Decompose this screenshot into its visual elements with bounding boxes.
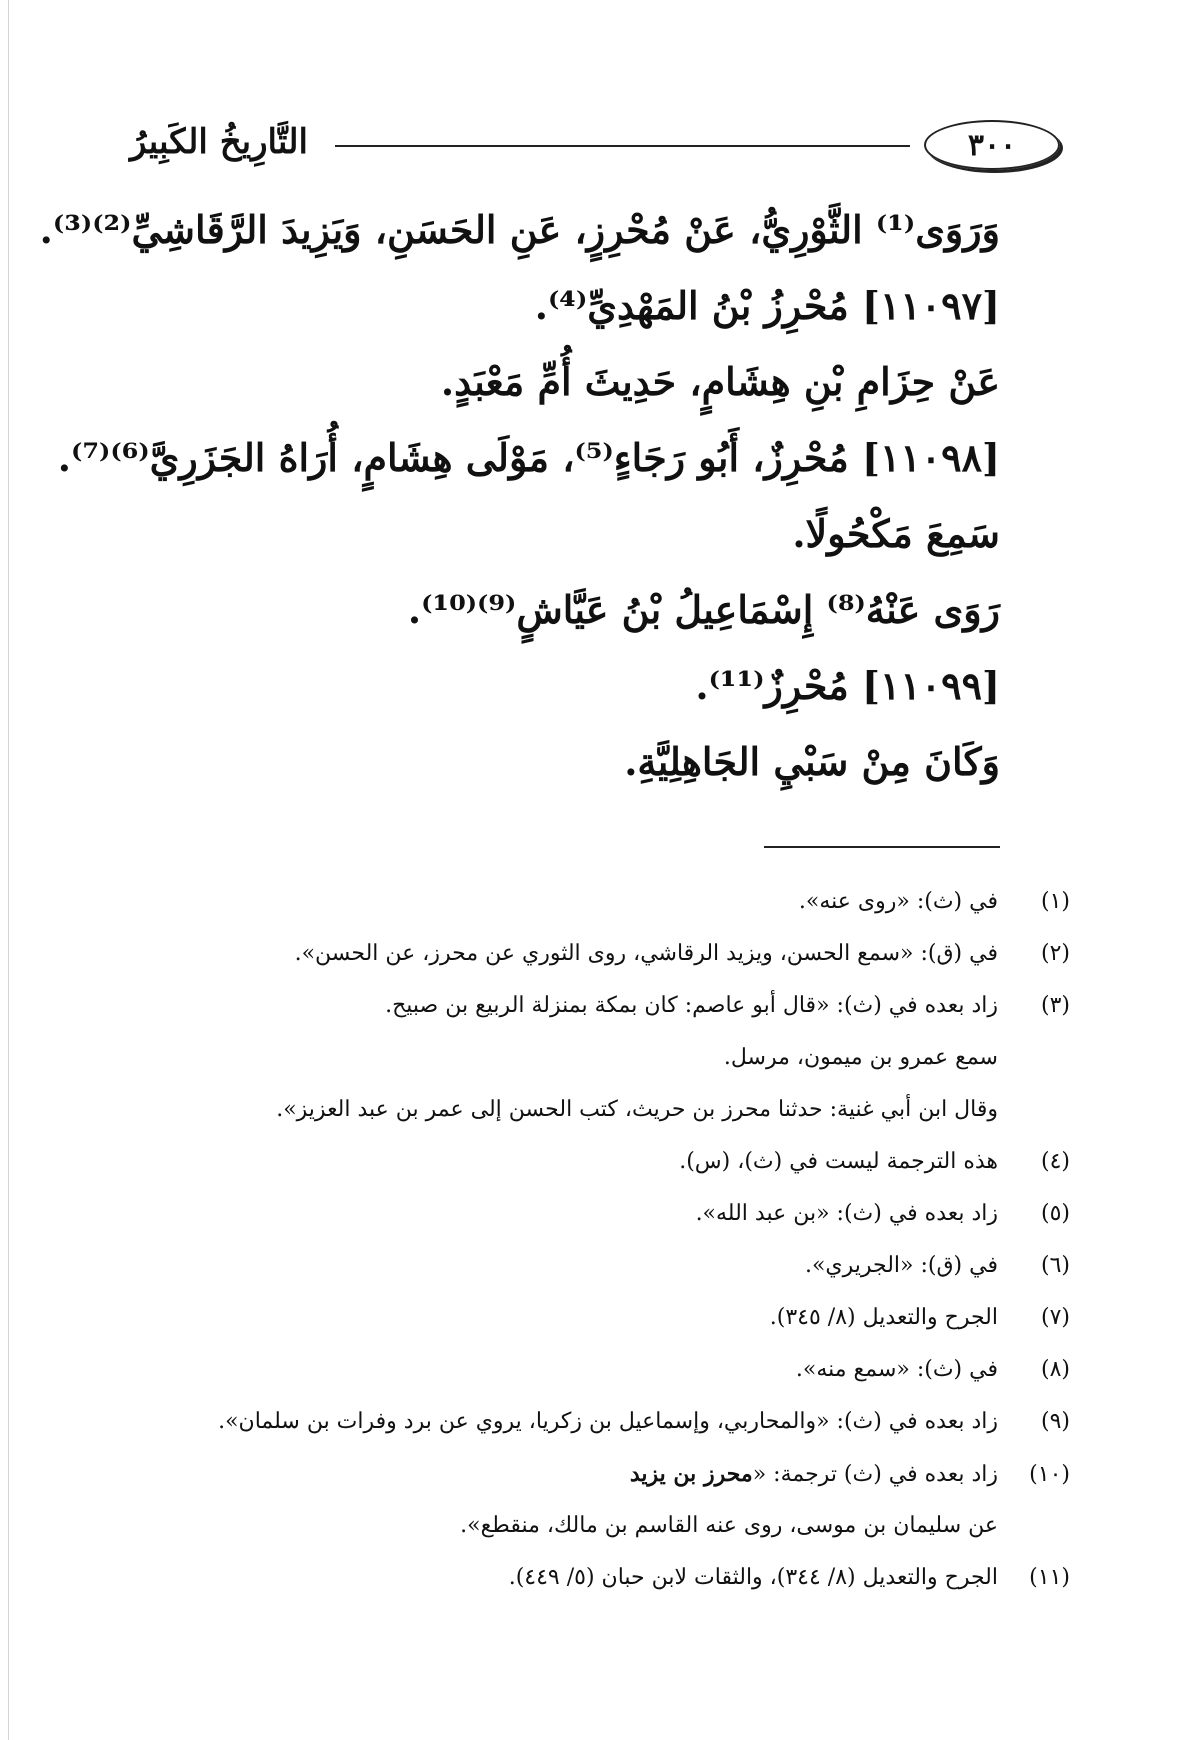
footnote-10-continuation (110, 1500, 1070, 1552)
text-line: عَنْ حِزَامِ بْنِ هِشَامٍ، حَدِيثَ أُمِّ مَعْبَدٍ. (440, 359, 1000, 404)
footnote-number: (٩) (1040, 1409, 1070, 1434)
footnote-4 (110, 1136, 1070, 1188)
footnote-text: سمع عمرو بن ميمون، مرسل. (723, 1045, 998, 1070)
footnote-text: عن سليمان بن موسى، روى عنه القاسم بن مالك، منقطع». (460, 1513, 998, 1538)
footnote-text: الجرح والتعديل (٨/ ٣٤٥). (769, 1305, 998, 1330)
footnote-text: الجرح والتعديل (٨/ ٣٤٤)، والثقات لابن حبان (٥/ ٤٤٩). (508, 1565, 998, 1590)
page-number-badge: ٣٠٠ (924, 120, 1060, 170)
footnote-text: في (ق): «سمع الحسن، ويزيد الرقاشي، روى الثوري عن محرز، عن الحسن». (294, 941, 998, 966)
footnote-3 (110, 980, 1070, 1032)
footnote-separator (764, 846, 1000, 848)
footnote-bold-name: محرز بن يزيد (629, 1461, 753, 1487)
footnote-number: (١٠) (1029, 1462, 1070, 1487)
footnote-text: في (ق): «الجريري». (804, 1253, 998, 1278)
footnote-2 (110, 928, 1070, 980)
footnote-text: زاد بعده في (ث): «قال أبو عاصم: كان بمكة بمنزلة الربيع بن صبيح. (385, 993, 998, 1018)
footnote-number: (٨) (1040, 1357, 1070, 1382)
footnote-number: (١) (1040, 889, 1070, 914)
page-header (130, 118, 1060, 174)
entry-heading-11098: [١١٠٩٨] مُحْرِزٌ، أَبُو رَجَاءٍ⁽⁵⁾، مَوْلَى هِشَامٍ، أُرَاهُ الجَزَرِيَّ⁽⁶⁾⁽⁷⁾. (57, 435, 1000, 480)
footnote-3-continuation (110, 1032, 1070, 1084)
text-line: وَرَوَى⁽¹⁾ الثَّوْرِيُّ، عَنْ مُحْرِزٍ، عَنِ الحَسَنِ، وَيَزِيدَ الرَّقَاشِيِّ⁽²⁾⁽³⁾. (39, 207, 1000, 252)
entry-heading-11099: [١١٠٩٩] مُحْرِزٌ⁽¹¹⁾. (695, 663, 1000, 708)
footnote-number: (٢) (1040, 941, 1070, 966)
footnote-text: في (ث): «روى عنه». (798, 889, 998, 914)
entry-heading-11097: [١١٠٩٧] مُحْرِزُ بْنُ المَهْدِيِّ⁽⁴⁾. (534, 283, 1000, 328)
footnote-number: (٥) (1040, 1201, 1070, 1226)
book-title: التَّارِيخُ الكَبِيرُ (130, 122, 308, 162)
scan-edge-line (8, 0, 9, 1740)
footnote-text: زاد بعده في (ث): «والمحاربي، وإسماعيل بن زكريا، يروي عن برد وفرات بن سلمان». (218, 1409, 998, 1434)
footnote-text: هذه الترجمة ليست في (ث)، (س). (679, 1149, 998, 1174)
footnote-5 (110, 1188, 1070, 1240)
text-line: وَكَانَ مِنْ سَبْيِ الجَاهِلِيَّةِ. (624, 739, 1000, 784)
footnote-number: (١١) (1029, 1565, 1070, 1590)
footnote-8 (110, 1344, 1070, 1396)
text-line: رَوَى عَنْهُ⁽⁸⁾ إِسْمَاعِيلُ بْنُ عَيَّاشٍ⁽⁹⁾⁽¹⁰⁾. (407, 587, 1000, 632)
footnote-6 (110, 1240, 1070, 1292)
footnote-11 (110, 1552, 1070, 1604)
footnote-number: (٤) (1040, 1149, 1070, 1174)
header-rule (335, 145, 910, 147)
footnote-number: (٧) (1040, 1305, 1070, 1330)
footnote-text: زاد بعده في (ث) ترجمة: « (752, 1462, 998, 1487)
main-text (39, 192, 1000, 800)
footnote-7 (110, 1292, 1070, 1344)
footnote-9 (110, 1396, 1070, 1448)
footnote-1 (110, 876, 1070, 928)
footnotes (110, 876, 1070, 1604)
footnote-number: (٣) (1040, 993, 1070, 1018)
text-line: سَمِعَ مَكْحُولًا. (792, 511, 1000, 556)
footnote-number: (٦) (1040, 1253, 1070, 1278)
footnote-text: في (ث): «سمع منه». (795, 1357, 998, 1382)
footnote-3-continuation (110, 1084, 1070, 1136)
footnote-text: زاد بعده في (ث): «بن عبد الله». (695, 1201, 998, 1226)
footnote-10 (110, 1448, 1070, 1500)
footnote-text: وقال ابن أبي غنية: حدثنا محرز بن حريث، كتب الحسن إلى عمر بن عبد العزيز». (276, 1097, 998, 1122)
